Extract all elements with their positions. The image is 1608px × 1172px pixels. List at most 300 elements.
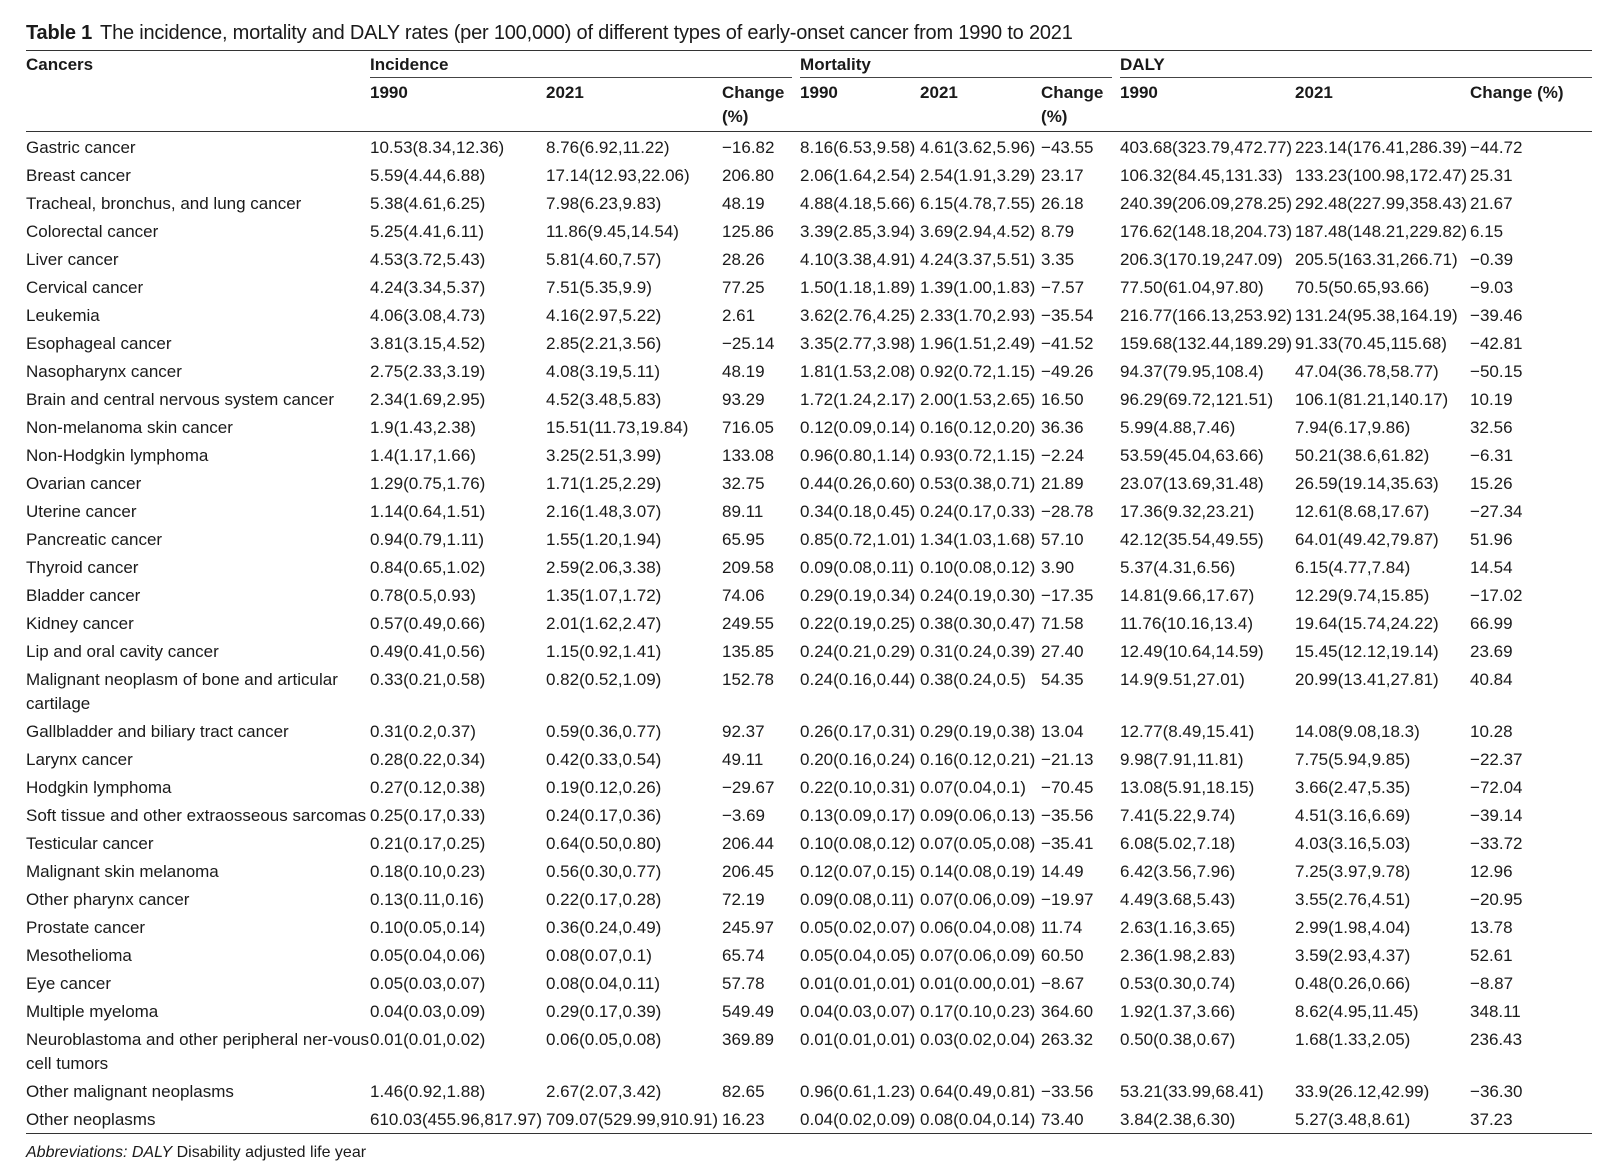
table-row xyxy=(26,552,1592,580)
incidence-change-cell: 133.08 xyxy=(722,446,774,465)
daly-change-cell: 52.61 xyxy=(1470,946,1513,965)
daly-change-cell: −39.14 xyxy=(1470,806,1523,825)
cancer-name-cell: Thyroid cancer xyxy=(26,558,139,577)
incidence-2021-cell: 7.51(5.35,9.9) xyxy=(546,278,652,297)
mortality-2021-cell: 0.24(0.19,0.30) xyxy=(920,586,1036,605)
incidence-change-cell: 549.49 xyxy=(722,1002,774,1021)
mortality-1990-cell: 0.01(0.01,0.01) xyxy=(800,1030,916,1049)
incidence-2021-cell: 3.25(2.51,3.99) xyxy=(546,446,662,465)
incidence-1990-cell: 4.06(3.08,4.73) xyxy=(370,306,486,325)
incidence-change-cell: 82.65 xyxy=(722,1082,765,1101)
daly-change-cell: 6.15 xyxy=(1470,222,1504,241)
incidence-change-cell: 125.86 xyxy=(722,222,774,241)
incidence-2021-cell: 15.51(11.73,19.84) xyxy=(546,418,689,437)
mortality-2021-cell: 0.38(0.30,0.47) xyxy=(920,614,1036,633)
incidence-1990-cell: 5.38(4.61,6.25) xyxy=(370,194,486,213)
mortality-1990-cell: 0.29(0.19,0.34) xyxy=(800,586,916,605)
cancer-name-cell: Esophageal cancer xyxy=(26,334,172,353)
daly-change-cell: 348.11 xyxy=(1470,1002,1521,1021)
incidence-1990-cell: 0.05(0.04,0.06) xyxy=(370,946,486,965)
incidence-1990-cell: 0.04(0.03,0.09) xyxy=(370,1002,486,1021)
daly-2021-cell: 4.51(3.16,6.69) xyxy=(1295,806,1411,825)
daly-2021-cell: 19.64(15.74,24.22) xyxy=(1295,614,1439,633)
incidence-change-cell: 16.23 xyxy=(722,1104,800,1134)
daly-2021-cell: 33.9(26.12,42.99) xyxy=(1295,1082,1430,1101)
mortality-1990-cell: 3.35(2.77,3.98) xyxy=(800,334,916,353)
mortality-2021-cell: 0.92(0.72,1.15) xyxy=(920,362,1036,381)
mortality-change-cell: 263.32 xyxy=(1041,1030,1094,1049)
cancer-name-cell: Liver cancer xyxy=(26,250,119,269)
table-row xyxy=(26,856,1592,884)
mortality-2021-cell: 0.06(0.04,0.08) xyxy=(920,918,1036,937)
incidence-1990-cell: 0.49(0.41,0.56) xyxy=(370,642,486,661)
incidence-1990-cell: 0.78(0.5,0.93) xyxy=(370,586,476,605)
cancer-name-cell: Non-melanoma skin cancer xyxy=(26,418,233,437)
mortality-2021-cell: 0.16(0.12,0.21) xyxy=(920,750,1036,769)
daly-2021-cell: 292.48(227.99,358.43) xyxy=(1295,194,1468,213)
cancer-name-cell: Leukemia xyxy=(26,306,100,325)
incidence-change-cell: 65.74 xyxy=(722,946,765,965)
daly-change-cell: −44.72 xyxy=(1470,138,1523,157)
mortality-change-cell: 71.58 xyxy=(1041,614,1084,633)
mortality-1990-cell: 0.13(0.09,0.17) xyxy=(800,806,916,825)
daly-1990-cell: 216.77(166.13,253.92) xyxy=(1120,306,1293,325)
daly-change-cell: 37.23 xyxy=(1470,1104,1592,1134)
daly-1990-cell: 14.9(9.51,27.01) xyxy=(1120,670,1245,689)
footnote-abbr: DALY xyxy=(131,1144,173,1161)
table-row xyxy=(26,996,1592,1024)
incidence-1990-cell: 0.31(0.2,0.37) xyxy=(370,722,476,741)
mortality-change-cell: 364.60 xyxy=(1041,1002,1094,1021)
mortality-2021-cell: 0.14(0.08,0.19) xyxy=(920,862,1036,881)
daly-1990-cell: 6.08(5.02,7.18) xyxy=(1120,834,1236,853)
table-row xyxy=(26,328,1592,356)
daly-change-cell: −6.31 xyxy=(1470,446,1514,465)
mortality-change-cell: −19.97 xyxy=(1041,890,1094,909)
mortality-1990-cell: 0.04(0.03,0.07) xyxy=(800,1002,916,1021)
incidence-1990-cell: 0.25(0.17,0.33) xyxy=(370,806,486,825)
mortality-1990-cell: 8.16(6.53,9.58) xyxy=(800,138,916,157)
cancer-name-cell: Larynx cancer xyxy=(26,750,133,769)
table-row xyxy=(26,272,1592,300)
incidence-change-cell: 369.89 xyxy=(722,1030,774,1049)
incidence-2021-cell: 11.86(9.45,14.54) xyxy=(546,222,679,241)
daly-change-cell: −27.34 xyxy=(1470,502,1523,521)
incidence-2021-cell: 0.64(0.50,0.80) xyxy=(546,834,662,853)
cancer-name-cell: Neuroblastoma and other peripheral ner-vous cell tumors xyxy=(26,1030,370,1073)
daly-2021-cell: 12.61(8.68,17.67) xyxy=(1295,502,1430,521)
incidence-2021-cell: 0.08(0.04,0.11) xyxy=(546,974,661,993)
mortality-2021-cell: 0.53(0.38,0.71) xyxy=(920,474,1036,493)
incidence-2021-cell: 2.85(2.21,3.56) xyxy=(546,334,662,353)
mortality-change-cell: −43.55 xyxy=(1041,138,1094,157)
table-row xyxy=(26,800,1592,828)
incidence-1990-cell: 610.03(455.96,817.97) xyxy=(370,1104,546,1134)
daly-1990-cell: 2.36(1.98,2.83) xyxy=(1120,946,1236,965)
mortality-change-cell: 26.18 xyxy=(1041,194,1084,213)
cancer-name-cell: Pancreatic cancer xyxy=(26,530,163,549)
daly-change-cell: 236.43 xyxy=(1470,1030,1523,1049)
daly-2021-cell: 12.29(9.74,15.85) xyxy=(1295,586,1430,605)
mortality-change-cell: 3.90 xyxy=(1041,558,1075,577)
daly-2021-cell: 223.14(176.41,286.39) xyxy=(1295,138,1468,157)
daly-change-cell: −0.39 xyxy=(1470,250,1514,269)
data-table xyxy=(26,50,1592,1134)
table-row xyxy=(26,940,1592,968)
mortality-change-cell: 54.35 xyxy=(1041,670,1084,689)
daly-change-cell: 23.69 xyxy=(1470,642,1513,661)
mortality-2021-cell: 0.38(0.24,0.5) xyxy=(920,670,1026,689)
mortality-1990-cell: 0.20(0.16,0.24) xyxy=(800,750,916,769)
incidence-1990-cell: 0.27(0.12,0.38) xyxy=(370,778,486,797)
footnote xyxy=(26,1144,366,1162)
incidence-2021-cell: 0.56(0.30,0.77) xyxy=(546,862,662,881)
mortality-2021-cell: 0.29(0.19,0.38) xyxy=(920,722,1036,741)
mortality-change-cell: −35.41 xyxy=(1041,834,1094,853)
mortality-1990-cell: 0.09(0.08,0.11) xyxy=(800,558,915,577)
mortality-1990-cell: 0.05(0.02,0.07) xyxy=(800,918,916,937)
daly-1990-cell: 4.49(3.68,5.43) xyxy=(1120,890,1236,909)
mortality-change-cell: −33.56 xyxy=(1041,1082,1094,1101)
mortality-1990-cell: 0.01(0.01,0.01) xyxy=(800,974,916,993)
daly-1990-cell: 6.42(3.56,7.96) xyxy=(1120,862,1236,881)
mortality-1990-cell: 0.96(0.80,1.14) xyxy=(800,446,916,465)
incidence-2021-cell: 0.24(0.17,0.36) xyxy=(546,806,662,825)
table-row xyxy=(26,580,1592,608)
cancer-name-cell: Other malignant neoplasms xyxy=(26,1082,234,1101)
daly-1990-cell: 12.77(8.49,15.41) xyxy=(1120,722,1255,741)
incidence-2021-cell: 1.35(1.07,1.72) xyxy=(546,586,662,605)
table-row xyxy=(26,1076,1592,1104)
daly-1990-cell: 5.99(4.88,7.46) xyxy=(1120,418,1236,437)
mortality-2021-cell: 0.24(0.17,0.33) xyxy=(920,502,1036,521)
daly-1990-cell: 159.68(132.44,189.29) xyxy=(1120,334,1293,353)
daly-change-cell: −50.15 xyxy=(1470,362,1523,381)
daly-2021-cell: 3.59(2.93,4.37) xyxy=(1295,946,1411,965)
daly-1990-cell: 5.37(4.31,6.56) xyxy=(1120,558,1236,577)
table-row xyxy=(26,384,1592,412)
incidence-2021-cell: 2.67(2.07,3.42) xyxy=(546,1082,662,1101)
mortality-2021-cell: 0.64(0.49,0.81) xyxy=(920,1082,1036,1101)
daly-2021-cell: 20.99(13.41,27.81) xyxy=(1295,670,1439,689)
cancer-name-cell: Prostate cancer xyxy=(26,918,146,937)
incidence-1990-cell: 0.84(0.65,1.02) xyxy=(370,558,486,577)
incidence-1990-cell: 0.18(0.10,0.23) xyxy=(370,862,486,881)
daly-change-cell: 25.31 xyxy=(1470,166,1513,185)
cancer-name-cell: Bladder cancer xyxy=(26,586,141,605)
mortality-change-cell: 8.79 xyxy=(1041,222,1075,241)
incidence-change-cell: 48.19 xyxy=(722,194,765,213)
daly-1990-cell: 106.32(84.45,131.33) xyxy=(1120,166,1283,185)
footnote-text: Disability adjusted life year xyxy=(176,1144,367,1161)
incidence-1990-cell: 5.25(4.41,6.11) xyxy=(370,222,485,241)
incidence-2021-cell: 0.59(0.36,0.77) xyxy=(546,722,662,741)
incidence-2021-cell: 5.81(4.60,7.57) xyxy=(546,250,662,269)
incidence-2021-cell: 0.06(0.05,0.08) xyxy=(546,1030,662,1049)
table-title: The incidence, mortality and DALY rates (per 100,000) of different types of early-onset cancer from 1990 to 2021 xyxy=(100,22,1073,44)
table-row xyxy=(26,716,1592,744)
cancer-name-cell: Malignant neoplasm of bone and articular cartilage xyxy=(26,670,338,713)
incidence-2021-cell: 1.71(1.25,2.29) xyxy=(546,474,662,493)
incidence-change-cell: 28.26 xyxy=(722,250,765,269)
table-row xyxy=(26,356,1592,384)
table-row xyxy=(26,828,1592,856)
incidence-change-cell: 92.37 xyxy=(722,722,765,741)
cancer-name-cell: Ovarian cancer xyxy=(26,474,142,493)
table-row xyxy=(26,884,1592,912)
mortality-1990-cell: 1.72(1.24,2.17) xyxy=(800,390,916,409)
mortality-2021-cell: 4.61(3.62,5.96) xyxy=(920,138,1036,157)
mortality-1990-cell: 0.85(0.72,1.01) xyxy=(800,530,916,549)
daly-change-cell: −72.04 xyxy=(1470,778,1523,797)
daly-2021-cell: 26.59(19.14,35.63) xyxy=(1295,474,1439,493)
incidence-change-cell: 57.78 xyxy=(722,974,765,993)
daly-1990-cell: 23.07(13.69,31.48) xyxy=(1120,474,1264,493)
mortality-2021-cell: 0.17(0.10,0.23) xyxy=(920,1002,1036,1021)
mortality-change-cell: 27.40 xyxy=(1041,642,1084,661)
table-row xyxy=(26,160,1592,188)
cancer-name-cell: Kidney cancer xyxy=(26,614,134,633)
incidence-2021-cell: 0.42(0.33,0.54) xyxy=(546,750,662,769)
incidence-1990-cell: 1.14(0.64,1.51) xyxy=(370,502,486,521)
daly-change-cell: −33.72 xyxy=(1470,834,1523,853)
incidence-1990-cell: 0.94(0.79,1.11) xyxy=(370,530,485,549)
table-row xyxy=(26,1024,1592,1076)
mortality-2021-cell: 4.24(3.37,5.51) xyxy=(920,250,1036,269)
daly-1990-cell: 1.92(1.37,3.66) xyxy=(1120,1002,1236,1021)
daly-1990-cell: 0.53(0.30,0.74) xyxy=(1120,974,1236,993)
daly-change-cell: −9.03 xyxy=(1470,278,1514,297)
cancer-name-cell: Tracheal, bronchus, and lung cancer xyxy=(26,194,302,213)
incidence-1990-cell: 4.24(3.34,5.37) xyxy=(370,278,486,297)
mortality-2021-cell: 1.34(1.03,1.68) xyxy=(920,530,1036,549)
mortality-2021-cell: 1.96(1.51,2.49) xyxy=(920,334,1036,353)
daly-1990-cell: 17.36(9.32,23.21) xyxy=(1120,502,1255,521)
mortality-1990-cell: 0.24(0.21,0.29) xyxy=(800,642,916,661)
daly-change-cell: 12.96 xyxy=(1470,862,1513,881)
cancer-name-cell: Eye cancer xyxy=(26,974,112,993)
mortality-2021-cell: 0.07(0.06,0.09) xyxy=(920,946,1036,965)
mortality-change-cell: −28.78 xyxy=(1041,502,1094,521)
cancer-name-cell: Multiple myeloma xyxy=(26,1002,159,1021)
daly-2021-cell: 91.33(70.45,115.68) xyxy=(1295,334,1447,353)
table-row xyxy=(26,216,1592,244)
mortality-2021-cell: 0.16(0.12,0.20) xyxy=(920,418,1036,437)
table-caption xyxy=(26,22,1073,45)
incidence-2021-cell: 1.55(1.20,1.94) xyxy=(546,530,662,549)
incidence-change-cell: 206.80 xyxy=(722,166,774,185)
header-mortality: Mortality xyxy=(800,51,1120,79)
header-incidence-1990: 1990 xyxy=(370,78,546,132)
daly-2021-cell: 15.45(12.12,19.14) xyxy=(1295,642,1439,661)
incidence-change-cell: 65.95 xyxy=(722,530,765,549)
daly-change-cell: 10.19 xyxy=(1470,390,1513,409)
incidence-1990-cell: 0.05(0.03,0.07) xyxy=(370,974,486,993)
mortality-2021-cell: 2.00(1.53,2.65) xyxy=(920,390,1036,409)
incidence-change-cell: −29.67 xyxy=(722,778,775,797)
mortality-change-cell: 36.36 xyxy=(1041,418,1084,437)
daly-1990-cell: 3.84(2.38,6.30) xyxy=(1120,1104,1295,1134)
incidence-1990-cell: 2.34(1.69,2.95) xyxy=(370,390,486,409)
incidence-1990-cell: 4.53(3.72,5.43) xyxy=(370,250,486,269)
incidence-1990-cell: 0.10(0.05,0.14) xyxy=(370,918,486,937)
header-cancers: Cancers xyxy=(26,51,370,79)
table-row xyxy=(26,912,1592,940)
header-incidence-2021: 2021 xyxy=(546,78,722,132)
mortality-2021-cell: 6.15(4.78,7.55) xyxy=(920,194,1036,213)
mortality-change-cell: 16.50 xyxy=(1041,390,1084,409)
daly-2021-cell: 50.21(38.6,61.82) xyxy=(1295,446,1430,465)
mortality-change-cell: −8.67 xyxy=(1041,974,1085,993)
incidence-1990-cell: 3.81(3.15,4.52) xyxy=(370,334,486,353)
incidence-2021-cell: 1.15(0.92,1.41) xyxy=(546,642,662,661)
mortality-1990-cell: 2.06(1.64,2.54) xyxy=(800,166,916,185)
daly-2021-cell: 3.55(2.76,4.51) xyxy=(1295,890,1411,909)
incidence-1990-cell: 0.01(0.01,0.02) xyxy=(370,1030,486,1049)
incidence-change-cell: 48.19 xyxy=(722,362,765,381)
table-row xyxy=(26,132,1592,161)
daly-2021-cell: 7.75(5.94,9.85) xyxy=(1295,750,1411,769)
mortality-1990-cell: 1.81(1.53,2.08) xyxy=(800,362,916,381)
daly-1990-cell: 240.39(206.09,278.25) xyxy=(1120,194,1293,213)
mortality-1990-cell: 4.10(3.38,4.91) xyxy=(800,250,916,269)
daly-change-cell: −42.81 xyxy=(1470,334,1523,353)
incidence-2021-cell: 0.08(0.07,0.1) xyxy=(546,946,652,965)
daly-2021-cell: 5.27(3.48,8.61) xyxy=(1295,1104,1470,1134)
daly-1990-cell: 53.59(45.04,63.66) xyxy=(1120,446,1264,465)
mortality-change-cell: −35.54 xyxy=(1041,306,1094,325)
table-row xyxy=(26,468,1592,496)
incidence-2021-cell: 4.16(2.97,5.22) xyxy=(546,306,662,325)
mortality-1990-cell: 0.22(0.10,0.31) xyxy=(800,778,916,797)
cancer-name-cell: Testicular cancer xyxy=(26,834,154,853)
mortality-2021-cell: 0.07(0.05,0.08) xyxy=(920,834,1036,853)
mortality-2021-cell: 0.31(0.24,0.39) xyxy=(920,642,1036,661)
cancer-name-cell: Malignant skin melanoma xyxy=(26,862,219,881)
incidence-1990-cell: 1.4(1.17,1.66) xyxy=(370,446,476,465)
daly-2021-cell: 1.68(1.33,2.05) xyxy=(1295,1030,1411,1049)
table-row xyxy=(26,300,1592,328)
incidence-2021-cell: 4.52(3.48,5.83) xyxy=(546,390,662,409)
daly-change-cell: −20.95 xyxy=(1470,890,1523,909)
mortality-1990-cell: 0.34(0.18,0.45) xyxy=(800,502,916,521)
daly-change-cell: 10.28 xyxy=(1470,722,1513,741)
daly-2021-cell: 106.1(81.21,140.17) xyxy=(1295,390,1449,409)
incidence-1990-cell: 1.29(0.75,1.76) xyxy=(370,474,486,493)
daly-1990-cell: 94.37(79.95,108.4) xyxy=(1120,362,1264,381)
daly-change-cell: 13.78 xyxy=(1470,918,1513,937)
daly-2021-cell: 205.5(163.31,266.71) xyxy=(1295,250,1458,269)
daly-1990-cell: 12.49(10.64,14.59) xyxy=(1120,642,1264,661)
incidence-2021-cell: 0.36(0.24,0.49) xyxy=(546,918,662,937)
incidence-change-cell: 89.11 xyxy=(722,502,764,521)
incidence-change-cell: 152.78 xyxy=(722,670,774,689)
table-row xyxy=(26,188,1592,216)
daly-1990-cell: 53.21(33.99,68.41) xyxy=(1120,1082,1264,1101)
daly-2021-cell: 2.99(1.98,4.04) xyxy=(1295,918,1411,937)
mortality-change-cell: 60.50 xyxy=(1041,946,1084,965)
daly-2021-cell: 64.01(49.42,79.87) xyxy=(1295,530,1439,549)
daly-1990-cell: 14.81(9.66,17.67) xyxy=(1120,586,1255,605)
daly-1990-cell: 206.3(170.19,247.09) xyxy=(1120,250,1283,269)
table-row xyxy=(26,524,1592,552)
incidence-change-cell: −3.69 xyxy=(722,806,766,825)
cancer-name-cell: Mesothelioma xyxy=(26,946,132,965)
mortality-1990-cell: 0.44(0.26,0.60) xyxy=(800,474,916,493)
mortality-change-cell: 14.49 xyxy=(1041,862,1084,881)
mortality-1990-cell: 0.12(0.09,0.14) xyxy=(800,418,916,437)
mortality-change-cell: 11.74 xyxy=(1041,918,1083,937)
cancer-name-cell: Breast cancer xyxy=(26,166,131,185)
table-row xyxy=(26,664,1592,716)
mortality-2021-cell: 0.08(0.04,0.14) xyxy=(920,1104,1041,1134)
daly-2021-cell: 70.5(50.65,93.66) xyxy=(1295,278,1430,297)
mortality-1990-cell: 3.62(2.76,4.25) xyxy=(800,306,916,325)
header-row-years xyxy=(26,78,1592,132)
daly-change-cell: −17.02 xyxy=(1470,586,1523,605)
cancer-name-cell: Gallbladder and biliary tract cancer xyxy=(26,722,289,741)
table-row xyxy=(26,412,1592,440)
incidence-1990-cell: 1.46(0.92,1.88) xyxy=(370,1082,486,1101)
header-row-groups xyxy=(26,51,1592,79)
incidence-change-cell: −25.14 xyxy=(722,334,775,353)
mortality-change-cell: 21.89 xyxy=(1041,474,1084,493)
incidence-2021-cell: 2.01(1.62,2.47) xyxy=(546,614,662,633)
mortality-1990-cell: 3.39(2.85,3.94) xyxy=(800,222,916,241)
daly-2021-cell: 131.24(95.38,164.19) xyxy=(1295,306,1458,325)
incidence-1990-cell: 0.57(0.49,0.66) xyxy=(370,614,486,633)
mortality-1990-cell: 0.10(0.08,0.12) xyxy=(800,834,916,853)
header-mortality-change: Change (%) xyxy=(1041,78,1120,132)
cancer-name-cell: Other neoplasms xyxy=(26,1104,370,1134)
incidence-change-cell: 93.29 xyxy=(722,390,765,409)
daly-2021-cell: 187.48(148.21,229.82) xyxy=(1295,222,1468,241)
incidence-2021-cell: 4.08(3.19,5.11) xyxy=(546,362,661,381)
daly-1990-cell: 42.12(35.54,49.55) xyxy=(1120,530,1264,549)
daly-change-cell: −22.37 xyxy=(1470,750,1523,769)
daly-change-cell: 66.99 xyxy=(1470,614,1513,633)
daly-2021-cell: 4.03(3.16,5.03) xyxy=(1295,834,1411,853)
incidence-change-cell: 206.44 xyxy=(722,834,774,853)
mortality-1990-cell: 0.04(0.02,0.09) xyxy=(800,1104,920,1134)
incidence-1990-cell: 5.59(4.44,6.88) xyxy=(370,166,486,185)
mortality-change-cell: 3.35 xyxy=(1041,250,1075,269)
cancer-name-cell: Other pharynx cancer xyxy=(26,890,190,909)
daly-1990-cell: 77.50(61.04,97.80) xyxy=(1120,278,1264,297)
incidence-change-cell: 245.97 xyxy=(722,918,774,937)
table-row xyxy=(26,772,1592,800)
mortality-change-cell: −21.13 xyxy=(1041,750,1094,769)
mortality-change-cell: −17.35 xyxy=(1041,586,1094,605)
table-row xyxy=(26,1104,1592,1134)
cancer-name-cell: Uterine cancer xyxy=(26,502,137,521)
daly-2021-cell: 47.04(36.78,58.77) xyxy=(1295,362,1439,381)
incidence-2021-cell: 709.07(529.99,910.91) xyxy=(546,1104,722,1134)
table-row xyxy=(26,608,1592,636)
daly-2021-cell: 6.15(4.77,7.84) xyxy=(1295,558,1411,577)
incidence-1990-cell: 0.28(0.22,0.34) xyxy=(370,750,486,769)
table-label: Table 1 xyxy=(26,22,93,44)
daly-2021-cell: 8.62(4.95,11.45) xyxy=(1295,1002,1419,1021)
incidence-2021-cell: 0.82(0.52,1.09) xyxy=(546,670,662,689)
daly-2021-cell: 7.94(6.17,9.86) xyxy=(1295,418,1411,437)
mortality-2021-cell: 0.09(0.06,0.13) xyxy=(920,806,1036,825)
daly-change-cell: 51.96 xyxy=(1470,530,1513,549)
mortality-2021-cell: 0.10(0.08,0.12) xyxy=(920,558,1036,577)
incidence-change-cell: −16.82 xyxy=(722,138,775,157)
mortality-2021-cell: 2.33(1.70,2.93) xyxy=(920,306,1036,325)
mortality-change-cell: 23.17 xyxy=(1041,166,1084,185)
